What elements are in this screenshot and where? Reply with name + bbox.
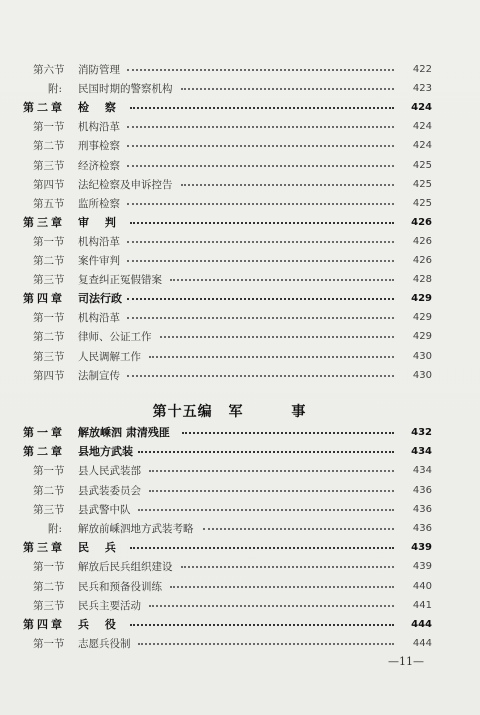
dot-leader [127,260,394,264]
toc-entry-section [0,195,480,213]
toc-entry-title: 解放嵊泗 肃清残匪 [78,426,170,439]
toc-entry-title: 民兵和预备役训练 [78,580,162,593]
toc-entry-section [0,309,480,327]
toc-entry-number: 第三节 [33,599,65,612]
toc-entry-chapter [0,539,480,557]
toc-entry-page: 434 [411,446,432,458]
toc-entry-section [0,367,480,385]
toc-entry-number: 第四节 [33,178,65,191]
toc-entry-title: 消防管理 [78,64,120,76]
toc-entry-number: 第一节 [33,465,65,478]
toc-entry-title: 律师、公证工作 [78,331,152,344]
dot-leader [149,605,394,609]
dot-leader [181,88,394,92]
toc-entry-number: 附: [48,83,63,96]
toc-entry-page: 432 [411,427,432,438]
toc-entry-title: 志愿兵役制 [78,638,131,651]
toc-entry-page: 426 [412,235,432,247]
toc-entry-page: 441 [412,599,432,611]
dot-leader [182,432,394,436]
toc-entry-number: 第一节 [33,638,65,651]
toc-entry-page: 425 [412,178,432,190]
toc-entry-section [0,233,480,251]
page-folio: —11— [388,655,424,668]
toc-entry-number: 第五节 [33,197,65,210]
toc-entry-page: 426 [411,216,432,228]
toc-entry-chapter [0,290,480,308]
toc-entry-title: 机构沿革 [78,121,120,134]
dot-leader [130,547,394,551]
dot-leader [127,317,394,321]
toc-entry-title: 县武警中队 [78,503,131,516]
toc-entry-title: 机构沿革 [78,235,120,248]
part-heading [0,401,480,421]
toc-entry-chapter [0,616,480,634]
dot-leader [130,624,394,628]
dot-leader [127,145,394,149]
toc-entry-page: 436 [412,503,432,515]
toc-entry-chapter [0,424,480,442]
toc-entry-page: 428 [412,274,432,286]
toc-entry-number: 第二章 [23,445,65,459]
dot-leader [127,126,394,130]
dot-leader [138,643,394,647]
toc-entry-section [0,118,480,136]
part-number: 第十五编 [152,404,213,420]
toc-entry-section [0,137,480,155]
toc-entry-section [0,462,480,480]
toc-entry-page: 444 [411,619,432,630]
toc-entry-section [0,348,480,366]
toc-entry-number: 第一节 [33,121,65,134]
toc-entry-number: 第二节 [33,331,65,344]
toc-entry-page: 426 [412,255,432,266]
toc-entry-number: 第三节 [33,503,65,516]
toc-entry-number: 第四章 [23,618,65,631]
toc-entry-page: 429 [412,312,432,324]
toc-entry-section [0,157,480,175]
toc-entry-page: 430 [412,369,432,381]
toc-entry-section [0,501,480,519]
toc-entry-number: 第二节 [33,484,65,497]
toc-entry-number: 第四节 [33,369,65,382]
toc-entry-title: 县地方武装 [78,445,133,459]
toc-entry-number: 第四章 [23,292,65,306]
toc-entry-number: 附: [48,523,63,535]
toc-entry-section [0,578,480,596]
toc-entry-title: 民国时期的警察机构 [78,83,173,96]
toc-entry-title: 兵 役 [78,618,122,631]
toc-entry-number: 第二节 [33,255,65,267]
toc-entry-number: 第二章 [23,101,65,115]
toc-entry-chapter [0,214,480,232]
toc-entry-page: 434 [412,465,432,477]
toc-entry-number: 第二节 [33,140,65,153]
toc-entry-page: 429 [411,293,432,305]
toc-entry-number: 第三章 [23,215,65,229]
toc-entry-title: 解放后民兵组织建设 [78,561,173,574]
toc-entry-title: 审 判 [78,215,122,229]
toc-entry-page: 444 [412,638,432,650]
toc-entry-title: 民兵主要活动 [78,599,141,612]
toc-entry-section [0,482,480,500]
toc-entry-number: 第三节 [33,274,65,287]
dot-leader [138,451,394,455]
dot-leader [149,490,394,494]
toc-entry-page: 424 [412,140,432,152]
toc-entry-page: 422 [412,64,432,75]
toc-entry-chapter [0,443,480,461]
dot-leader [130,107,394,111]
dot-leader [170,279,394,283]
dot-leader [181,184,394,188]
dot-leader [127,69,394,73]
toc-entry-appendix [0,80,480,98]
toc-entry-title: 解放前嵊泗地方武装考略 [78,523,194,535]
dot-leader [181,566,394,570]
toc-entry-title: 司法行政 [78,292,122,306]
toc-entry-number: 第一节 [33,235,65,248]
toc-entry-page: 424 [412,121,432,133]
dot-leader [149,470,394,474]
toc-entry-title: 县武装委员会 [78,484,141,497]
dot-leader [170,586,394,590]
toc-entry-section [0,635,480,653]
toc-entry-number: 第三节 [33,350,65,363]
toc-entry-title: 机构沿革 [78,312,120,325]
toc-entry-title: 案件审判 [78,255,120,267]
dot-leader [127,203,394,207]
dot-leader [127,375,394,379]
dot-leader [130,222,394,226]
toc-entry-section [0,558,480,576]
toc-entry-section [0,328,480,346]
toc-entry-page: 429 [412,331,432,343]
toc-entry-title: 民 兵 [78,541,122,555]
toc-entry-page: 439 [412,561,432,573]
toc-entry-section [0,252,480,270]
toc-entry-page: 423 [412,83,432,95]
toc-entry-page: 436 [412,523,432,534]
toc-entry-title: 经济检察 [78,159,120,172]
toc-entry-appendix [0,520,480,538]
toc-entry-title: 监所检察 [78,197,120,210]
toc-entry-page: 424 [411,102,432,114]
dot-leader [127,298,394,302]
dot-leader [127,165,394,169]
toc-entry-number: 第二节 [33,580,65,593]
toc-entry-page: 436 [412,484,432,496]
toc-entry-section [0,176,480,194]
toc-entry-page: 439 [411,542,432,554]
toc-entry-title: 检 察 [78,101,122,115]
dot-leader [203,528,394,532]
toc-entry-page: 425 [412,159,432,171]
toc-entry-title: 刑事检察 [78,140,120,153]
toc-entry-number: 第三节 [33,159,65,172]
dot-leader [160,336,394,340]
toc-entry-title: 人民调解工作 [78,350,141,363]
toc-entry-chapter [0,99,480,117]
toc-entry-page: 430 [412,350,432,362]
toc-entry-section [0,597,480,615]
dot-leader [149,356,394,360]
dot-leader [138,509,394,513]
toc-entry-title: 法纪检察及申诉控告 [78,178,173,191]
toc-entry-number: 第一节 [33,312,65,325]
toc-entry-number: 第一节 [33,561,65,574]
toc-entry-number: 第六节 [33,64,65,76]
part-title: 军 事 [228,404,328,420]
toc-entry-title: 法制宣传 [78,369,120,382]
toc-entry-page: 425 [412,197,432,209]
toc-entry-title: 复查纠正冤假错案 [78,274,162,287]
toc-entry-page: 440 [412,580,432,592]
toc-entry-title: 县人民武装部 [78,465,141,478]
dot-leader [127,241,394,245]
toc-entry-section [0,271,480,289]
toc-entry-number: 第一章 [23,426,65,439]
toc-entry-number: 第三章 [23,541,65,555]
toc-entry-section [0,61,480,79]
